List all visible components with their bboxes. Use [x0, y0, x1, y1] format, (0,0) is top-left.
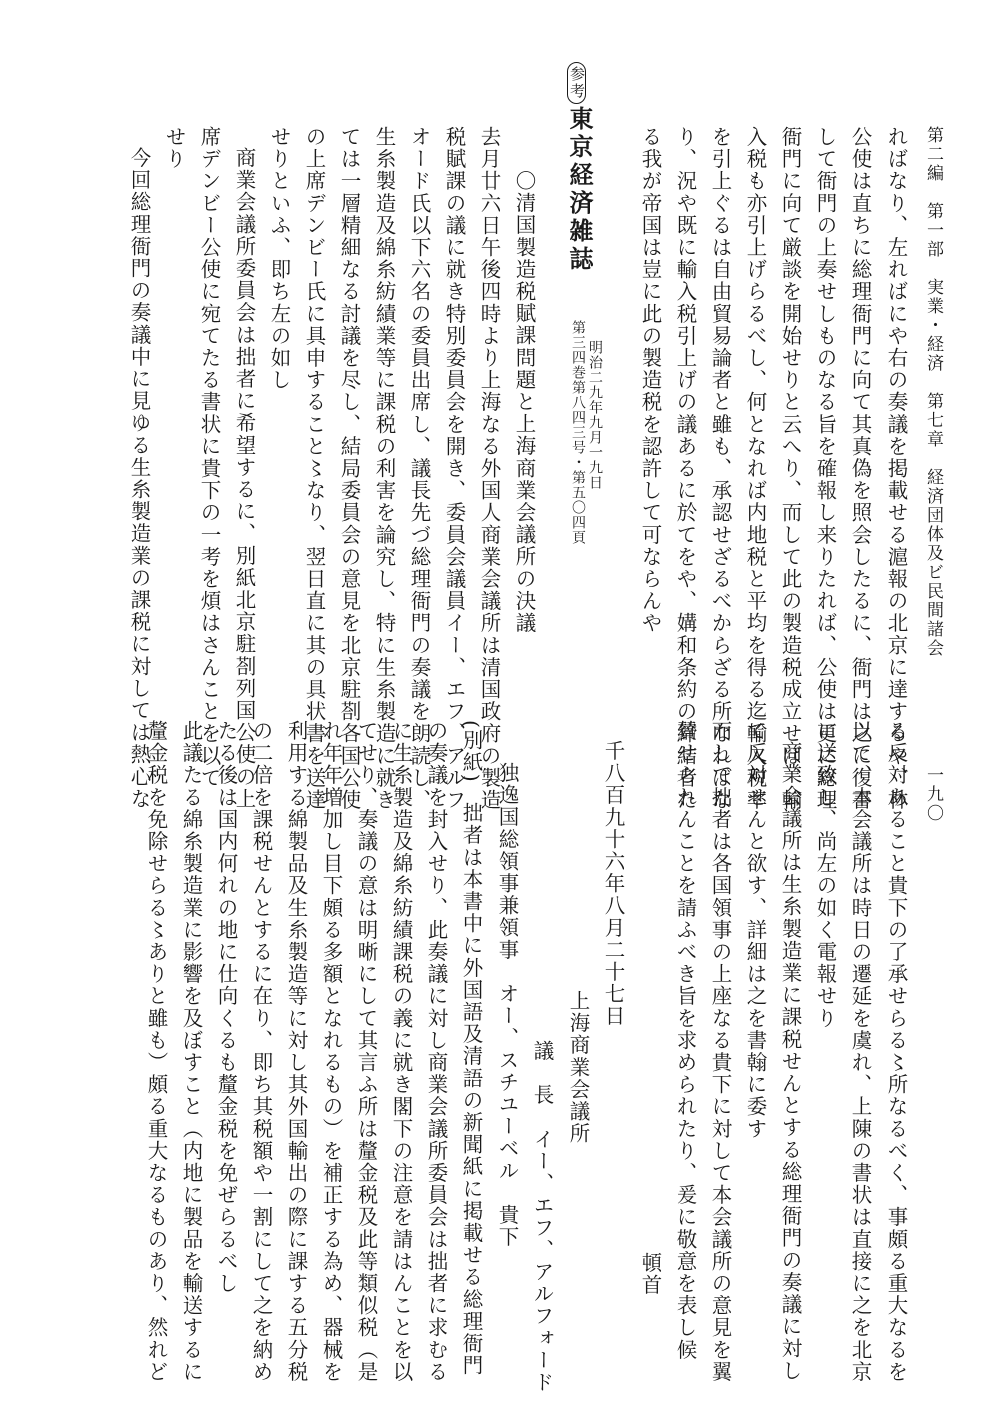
text-line: る我が帝国は豈に此の製造税を認許して可ならんや [638, 126, 662, 635]
text-line: 而して拙者は各国領事の上座なる貴下に対して本会議所の意見を翼 [708, 720, 732, 1383]
sender-organization: 上海商業会議所 [566, 990, 590, 1145]
text-line: に送致し、尚左の如く電報せり [813, 720, 837, 1030]
text-line: 衙門に向て厳談を開始せりと云へり、而して此の製造税成立せば、輸 [778, 126, 802, 812]
text-line: 賛せられんことを請ふべき旨を求められたり、爰に敬意を表し候 [673, 720, 697, 1361]
letter-date: 千八百九十六年八月二十七日 [601, 740, 625, 1028]
text-line: ては一層精細なる討議を尽し、結局委員会の意見を北京駐剳各国公使 [337, 126, 361, 812]
text-line: 利用する綿製品及生糸製造等に対し其外国輸出の際に課する五分税 [284, 720, 308, 1383]
text-line: 釐金税を免除せらる〻ありと雖も）頗る重大なるものあり、然れど [144, 720, 168, 1383]
text-line: 商業会議所は生糸製造業に課税せんとする総理衙門の奏議に対し [778, 741, 802, 1382]
closing-salutation: 頓首 [638, 1252, 662, 1297]
text-line: 商業会議所委員会は拙者に希望するに、別紙北京駐剳列国公使の上 [232, 147, 256, 810]
text-line: して衙門の上奏せしものなる旨を確報し来りたれば、公使は更に総理 [813, 126, 837, 812]
text-line: てせり、奏議の意は明晰にして其言ふ所は釐金税及此等類似税（是 [354, 720, 378, 1383]
text-line: 今回総理衙門の奏議中に見ゆる生糸製造業の課税に対しては熱心な [127, 147, 151, 810]
recipient: 独逸国総領事兼領事 オー、スチユーベル 貴下 [495, 762, 519, 1249]
text-line: オード氏以下六名の委員出席し、議長先づ総理衙門の奏議を朗読し、 [407, 126, 431, 812]
text-line: せりといふ、即ち左の如し [267, 126, 291, 392]
text-line: の奏議を封入せり、此奏議に対し商業会議所委員会は拙者に求むる [424, 720, 448, 1383]
text-line: を引上ぐるは自由貿易論者と雖も、承認せざるべからざる所なればな [708, 126, 732, 812]
text-line: 入税も亦引上げらるべし、何となれば内地税と平均を得る迄輸入税率 [743, 126, 767, 812]
text-line: れ年年増加し目下頗る多額となれるもの）を補正する為め、器械を [319, 720, 343, 1383]
annex-label: (別紙) [459, 720, 483, 784]
text-line: の上席デンビー氏に具申すること〻なり、翌日直に其の具状書を送達 [302, 126, 326, 812]
text-line: る反対あること貴下の了承せらる〻所なるべく、事頗る重大なるを [884, 720, 908, 1383]
running-header: 第二編 第一部 実業・経済 第七章 経済団体及ビ民間諸会 [923, 126, 943, 658]
sender-name: 議 長 イー、エフ、アルフォード [530, 1040, 554, 1394]
text-line: 生糸製造及綿糸紡績業等に課税の利害を論究し、特に生糸製造に就き [372, 126, 396, 812]
text-line: 去月廿六日午後四時より上海なる外国人商業会議所は清国政府の製造 [477, 126, 501, 812]
text-line: 以て、本会議所は時日の遷延を虞れ、上陳の書状は直接に之を北京 [848, 720, 872, 1383]
text-line: 此議たる綿糸製造業に影響を及ぼすこと（内地に製品を輸送するに [179, 720, 203, 1383]
text-line: ればなり、左ればにや右の奏議を掲載せる滬報の北京に達するや、林 [884, 126, 908, 812]
article-title: 〇清国製造税賦課問題と上海商業会議所の決議 [512, 170, 536, 635]
text-line: の二倍を課税せんとするに在り、即ち其税額や一割にして之を納め [249, 720, 273, 1383]
text-line: て反対せんと欲す、詳細は之を書翰に委す [743, 720, 767, 1140]
text-line: 拙者は本書中に外国語及清語の新聞紙に掲載せる総理衙門 [459, 780, 483, 1377]
text-line: たる後は国内何れの地に仕向くるも釐金税を免ぜらるべし [214, 720, 238, 1295]
journal-title: 東京経済雑誌 [565, 106, 594, 274]
citation-line: 明治二九年九月一九日 [587, 340, 603, 490]
citation-line: 第三四巻第八四三号・第五〇四頁 [570, 320, 586, 545]
reference-label: 参考 [567, 62, 586, 104]
text-line: 税賦課の議に就き特別委員会を開き、委員会議員イー、エフ、アルフ [442, 126, 466, 812]
text-line: に生糸製造及綿糸紡績課税の義に就き閣下の注意を請はんことを以 [389, 720, 413, 1383]
text-line: せり [162, 126, 186, 171]
page-number: 一九〇 [923, 766, 943, 823]
text-line: 席デンビー公使に宛てたる書状に貴下の一考を煩はさんことを以て [197, 126, 221, 789]
text-line: り、況や既に輸入税引上げの議あるに於てをや、媾和条約の締結者た [673, 126, 697, 812]
text-line: 公使は直ちに総理衙門に向て其真偽を照会したるに、衙門は之に復書 [848, 126, 872, 812]
